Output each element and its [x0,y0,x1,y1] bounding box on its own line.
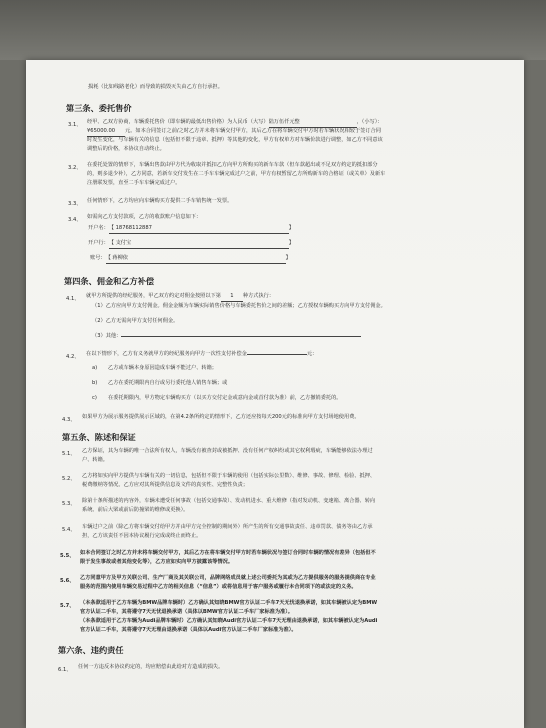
clause-4-2-text: 在以下情形下，乙方有义务就甲方的经纪服务向甲方一次性支付补偿金 元： [86,351,318,357]
document-page [26,60,524,728]
clause-3-2-line1: 在委托处置的情形下，车辆出售款由甲方代为收取并抵扣乙方向甲方所购买的新车车款（但车款超出或不足双方约定的抵扣部分 [87,162,378,168]
clause-5-1-line1: 乙方保证，其为车辆的唯一合法所有权人，车辆没有被查封或被抵押、没有任何产权纠纷或其它权利瑕疵，车辆能够依法办理过 [82,448,373,454]
option-1: （1）乙方应向甲方支付佣金。佣金金额为车辆实际销售价格与车辆委托售价之间的差额；乙方授权车辆购买方向甲方支付佣金。 [92,303,386,309]
clause-4-2-num: 4.2、 [66,354,80,360]
clause-3-1-line4: 调整后的价格，本协议自动终止。 [87,146,165,152]
section-6-title: 第六条、违约责任 [58,645,124,655]
account-name-row: 开户名：【 18768112887 】 [88,225,294,234]
section-3-title: 第三条、委托售价 [66,103,132,113]
clause-3-2-line2: 的，则多退少补），乙方同意，若新车交付发生在二手车车辆完成过户之前，甲方有权暂留乙方所购新车的合格证（或关单）及新车 [87,171,386,177]
clause-5-4-line1: 车辆过户之前（除乙方将车辆交付给甲方并由甲方完全控制的期间外）所产生的所有交通事故责任、违章罚款、债务等由乙方承 [82,524,373,530]
clause-5-1-line2: 户、转籍。 [82,457,108,463]
commission-option-field: 1 [221,293,243,302]
clause-5-5-num: 5.5、 [60,553,75,559]
clause-5-2-line1: 乙方将如实向甲方提供与车辆有关的一切信息，包括但不限于车辆的使用（包括实际公里数）、维修、事故、修理、检验、抵押、 [82,473,376,479]
clause-5-6-line2: 服务的范围内使用车辆交易过程中乙方的相关信息（“信息”）或将信息用于客户服务或履行本合同项下的或法定的义务。 [80,584,357,590]
compensation-field [247,354,307,355]
bank-field: 【 支付宝 [109,240,289,249]
section-4-title: 第四条、佣金和乙方补偿 [64,276,155,286]
item-c-label: c) [92,395,97,401]
clause-4-1-text: 就甲方所提供的经纪服务，甲乙双方约定对佣金按照以下第 1 种方式执行： [86,293,274,302]
clause-3-4-num: 3.4、 [68,217,82,223]
option-2: （2）乙方无需向甲方支付任何佣金。 [92,318,179,324]
clause-5-3-line2: 系统、前后大梁或前后防撞梁的维修或更换）。 [82,507,189,513]
price-lower-field: ¥65000.00 [87,128,125,137]
clause-5-4-line2: 担，乙方该责任不因本协议履行完成或终止而终止。 [82,533,202,539]
clause-5-3-line1: 除第十条所描述的内容外，车辆未遭受任何事故（包括交通事故）、发动机进水、重大维修（指对发动机、变速箱、离合器、转向 [82,498,376,504]
bank-row: 开户行：【 支付宝 】 [88,240,294,249]
clause-3-1-line2: ¥65000.00 元。如本合同签订之前/之时乙方并未将车辆交付甲方，其后乙方在将车辆交付甲方时若车辆状况相较于签订合同 [87,128,381,137]
clause-5-7-line2: 官方认证二手车，其将遵守7天无忧退换承诺（具体以BMW官方认证二手车厂家标准为准）。 [80,609,293,615]
account-number-field: 【 蒋柳依 [106,255,286,264]
account-name-field: 【 18768112887 [109,225,289,234]
clause-5-7-num: 5.7、 [60,603,75,609]
item-a-label: a) [92,365,98,371]
clause-3-3-text: 任何情形下，乙方均应向车辆购买方提供二手车销售统一发票。 [87,198,233,204]
clause-3-4-text: 如需向乙方支付款项，乙方的收款账户信息如下： [87,214,202,220]
clause-5-5-line1: 如本合同签订之时乙方并未将车辆交付甲方，其后乙方在将车辆交付甲方时若车辆状况与签订合同时车辆的情况有差异（包括但不 [80,550,376,556]
clause-6-1-num: 6.1、 [58,667,72,673]
clause-3-1-line3: 时发生变化，与车辆有关的信息（包括但不限于违章、抵押）等其他的变化，甲方有权单方对车辆价款进行调整，如乙方不同意该 [87,137,383,143]
clause-5-5-line2: 限于发生事故或者其他变化等），乙方应如实向甲方披露该等情况。 [80,559,234,565]
section-5-title: 第五条、陈述和保证 [62,432,136,442]
item-c-text: 在委托期限内，甲方物定车辆购买方（以买方交付定金或意向金或首付款为准）前，乙方撤销委托的。 [108,395,342,401]
top-line: 损耗（比如线路老化）而导致的损毁灭失由乙方自行承担。 [88,84,223,90]
clause-5-2-num: 5.2、 [62,476,76,482]
clause-5-7-line4: 官方认证二手车，其将遵守7天无理由退换承诺（具体以Audi官方认证二手车厂家标准为准）。 [80,627,297,633]
clause-4-3-num: 4.3、 [62,417,76,423]
clause-3-1-line1: 经甲、乙双方协商，车辆委托售价（即车辆的最低出售价格）为人民币（大写）陆万伍仟元整 ，（小写）： [87,119,383,128]
option-3-blank [121,336,361,337]
account-number-row: 账号：【 蒋柳依 】 [90,255,291,264]
clause-5-6-num: 5.6、 [60,578,75,584]
clause-4-1-num: 4.1、 [66,296,80,302]
clause-5-7-line3: （本条款适用于乙方车辆为Audi品牌车辆时）乙方确认其知晓Audi官方认证二手车7天无理由退换承诺，如其车辆被认定为Audi [80,618,378,624]
clause-5-2-line2: 税费缴纳等情况。乙方应对其所提供信息及文件的真实性、完整性负责； [82,482,249,488]
price-upper-field: 陆万伍仟元整 [269,119,357,128]
background-edge [0,0,546,60]
item-a-text: 乙方或车辆本身原因造成车辆不能过户、转籍； [108,365,217,371]
clause-3-2-num: 3.2、 [68,165,82,171]
option-3: （3）其他： [92,333,361,341]
clause-3-2-line3: 注册联发票，直至二手车车辆完成过户。 [87,180,181,186]
clause-5-6-line1: 乙方同意甲方及甲方关联公司、生产厂商及其关联公司，品牌网络成员就上述公司委托为其或为乙方提供服务的服务提供商在专业 [80,575,376,581]
clause-5-7-line1: （本条款适用于乙方车辆为BMW品牌车辆时）乙方确认其知晓BMW官方认证二手车7天无忧退换承诺，如其车辆被认定为BMW [80,600,378,606]
clause-4-3-text: 如果甲方为展示服务提供展示区域的，在第4.2条所约定的情形下，乙方还应按每天200元的标准向甲方支付场地使用费。 [82,414,360,420]
clause-5-3-num: 5.3、 [62,501,76,507]
clause-6-1-text: 任何一方违反本协议约定的，均应赔偿由此给对方造成的损失。 [78,664,224,670]
item-b-label: b) [92,380,98,386]
clause-5-1-num: 5.1、 [62,451,76,457]
clause-5-4-num: 5.4、 [62,527,76,533]
clause-3-3-num: 3.3、 [68,201,82,207]
item-b-text: 乙方在委托期限内自行或另行委托他人销售车辆；或 [108,380,228,386]
clause-3-1-num: 3.1、 [68,122,82,128]
